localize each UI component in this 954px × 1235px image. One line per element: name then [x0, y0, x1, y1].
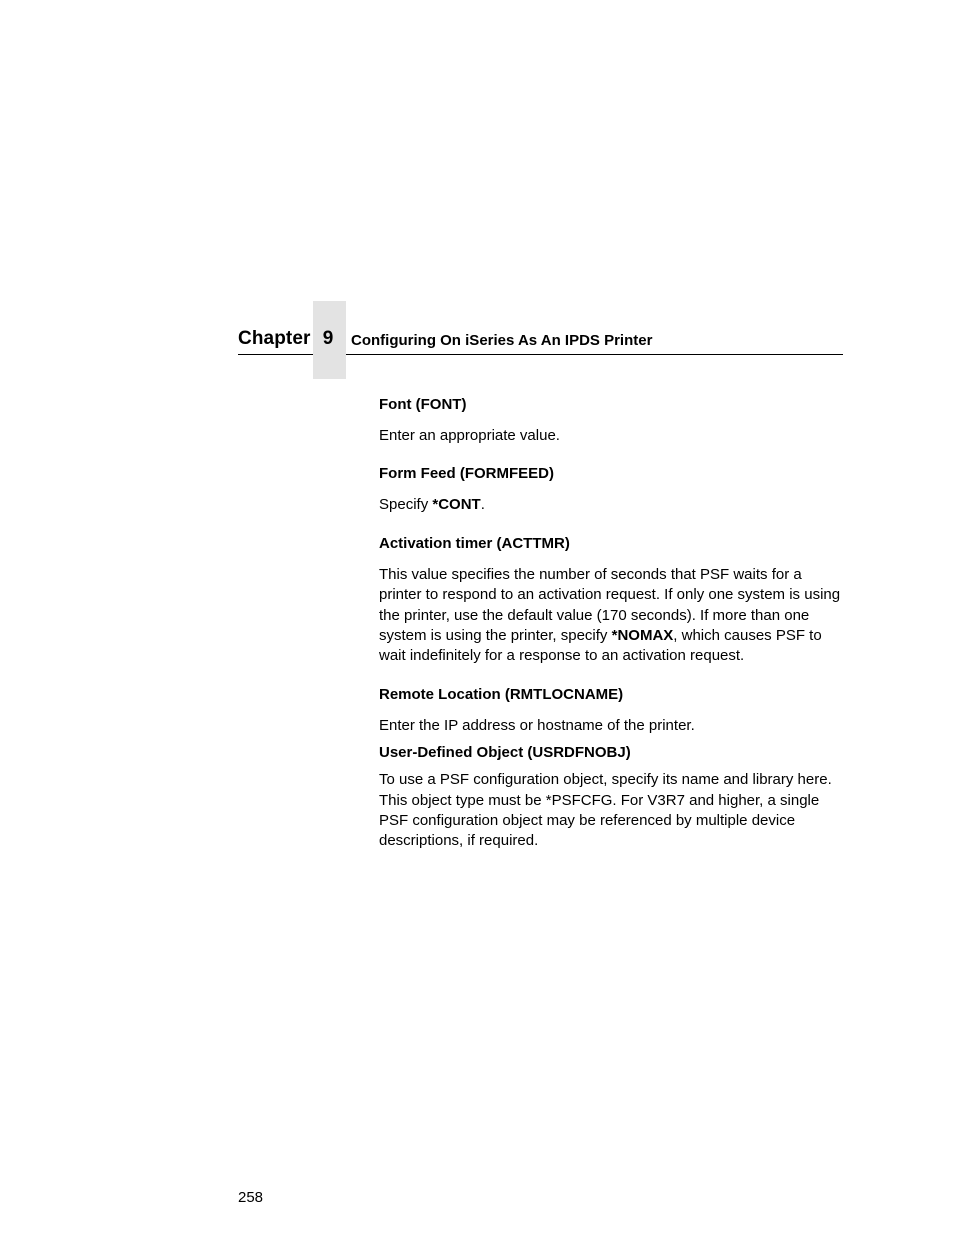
- header-rule-right: [346, 354, 843, 355]
- chapter-number: 9: [322, 328, 334, 349]
- section-body-usrdfnobj: To use a PSF configuration object, specify its name and library here. This object type must be *PSFCFG. For V3R7 and higher, a single PSF configuration object may be referenced by multiple device descriptions, if required.: [379, 771, 832, 850]
- section-body-font: Enter an appropriate value.: [379, 427, 560, 444]
- section-body-rmtlocname: Enter the IP address or hostname of the printer.: [379, 716, 695, 734]
- section-body-formfeed: [379, 495, 847, 515]
- acttmr-value: *NOMAX: [611, 627, 674, 645]
- section-body-acttmr: [379, 565, 847, 667]
- section-heading-font: Font (FONT): [379, 396, 467, 413]
- formfeed-body-prefix: Specify: [379, 496, 433, 514]
- acttmr-body-prefix: This value specifies the number of seconds that PSF waits for a printer to respond to an activation request. If only one system is using the printer, use the default value (170 seconds). If more than one system is using the printer, specify: [379, 565, 841, 645]
- page-number: 258: [238, 1189, 264, 1206]
- section-heading-acttmr: Activation timer (ACTTMR): [379, 534, 570, 552]
- chapter-label: Chapter: [238, 328, 311, 349]
- formfeed-value: *CONT: [432, 496, 481, 514]
- main-content: [379, 395, 847, 852]
- acttmr-body-suffix: , which causes PSF to wait indefinitely for a response to an activation request.: [379, 627, 822, 665]
- chapter-title: Configuring On iSeries As An IPDS Printer: [351, 332, 653, 349]
- header-rule-left: [238, 354, 313, 355]
- formfeed-body-suffix: .: [480, 496, 485, 514]
- section-heading-rmtlocname: Remote Location (RMTLOCNAME): [379, 685, 624, 703]
- section-heading-formfeed: Form Feed (FORMFEED): [379, 465, 554, 483]
- section-heading-usrdfnobj: User-Defined Object (USRDFNOBJ): [379, 744, 631, 762]
